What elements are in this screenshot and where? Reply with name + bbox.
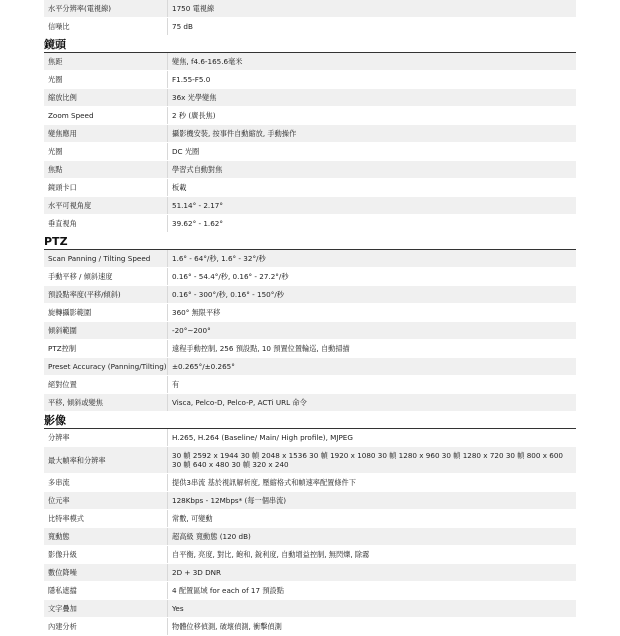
spec-label: 光圈 xyxy=(44,71,168,88)
spec-value: Yes xyxy=(168,600,576,617)
spec-row xyxy=(44,250,576,268)
spec-value: 遠程手動控制, 256 預設點, 10 預置位置輪巡, 自動掃描 xyxy=(168,340,576,357)
spec-row xyxy=(44,89,576,107)
spec-row xyxy=(44,179,576,197)
section-heading: PTZ xyxy=(44,233,576,250)
spec-label: Zoom Speed xyxy=(44,107,168,124)
spec-label: 鏡頭卡口 xyxy=(44,179,168,196)
spec-value: 學習式自動對焦 xyxy=(168,161,576,178)
spec-value: 物體位移偵測, 破壞偵測, 衝擊偵測 xyxy=(168,618,576,635)
spec-label: 預設點率度(平移/傾斜) xyxy=(44,286,168,303)
spec-value: 360° 無限平移 xyxy=(168,304,576,321)
spec-row xyxy=(44,107,576,125)
spec-label: 手動平移 / 傾斜速度 xyxy=(44,268,168,285)
spec-value: DC 光圈 xyxy=(168,143,576,160)
spec-label: 最大幀率和分辨率 xyxy=(44,447,168,473)
spec-label: 影像升級 xyxy=(44,546,168,563)
spec-value: 4 配置區域 for each of 17 預設點 xyxy=(168,582,576,599)
spec-label: 寬動態 xyxy=(44,528,168,545)
spec-row xyxy=(44,358,576,376)
spec-value: 0.16° - 300°/秒, 0.16° - 150°/秒 xyxy=(168,286,576,303)
spec-row xyxy=(44,394,576,412)
spec-row xyxy=(44,600,576,618)
spec-value: 超高級 寬動態 (120 dB) xyxy=(168,528,576,545)
spec-value: 1.6° - 64°/秒, 1.6° - 32°/秒 xyxy=(168,250,576,267)
spec-value: ±0.265°/±0.265° xyxy=(168,358,576,375)
spec-label: 文字疊加 xyxy=(44,600,168,617)
spec-row xyxy=(44,492,576,510)
spec-row xyxy=(44,564,576,582)
spec-row xyxy=(44,340,576,358)
spec-value: 有 xyxy=(168,376,576,393)
spec-label: 垂直視角 xyxy=(44,215,168,232)
spec-row xyxy=(44,474,576,492)
spec-row xyxy=(44,0,576,18)
spec-value: 1750 電視線 xyxy=(168,0,576,17)
spec-row xyxy=(44,125,576,143)
spec-row xyxy=(44,197,576,215)
spec-row xyxy=(44,322,576,340)
spec-row xyxy=(44,510,576,528)
spec-label: 水平可視角度 xyxy=(44,197,168,214)
spec-label: Preset Accuracy (Panning/Tilting) xyxy=(44,358,168,375)
spec-row xyxy=(44,18,576,36)
spec-value: 變焦, f4.6-165.6毫米 xyxy=(168,53,576,70)
spec-label: 位元率 xyxy=(44,492,168,509)
spec-row xyxy=(44,376,576,394)
spec-row xyxy=(44,447,576,474)
spec-label: 數位降噪 xyxy=(44,564,168,581)
spec-row xyxy=(44,53,576,71)
spec-value: 提供3串流 基於視訊解析度, 壓縮格式和幀速率配置條件下 xyxy=(168,474,576,491)
spec-value: 39.62° - 1.62° xyxy=(168,215,576,232)
spec-label: PTZ控制 xyxy=(44,340,168,357)
spec-label: 比特率模式 xyxy=(44,510,168,527)
spec-value: 30 幀 2592 x 1944 30 幀 2048 x 1536 30 幀 1920 x 1080 30 幀 1280 x 960 30 幀 1280 x 720 30 幀 800 x 600 30 幀 640 x 480 30 幀 320 x 240 xyxy=(168,447,576,473)
spec-label: 光圈 xyxy=(44,143,168,160)
spec-row xyxy=(44,268,576,286)
spec-value: 128Kbps - 12Mbps* (每一個串流) xyxy=(168,492,576,509)
spec-value: 51.14° - 2.17° xyxy=(168,197,576,214)
spec-value: 板載 xyxy=(168,179,576,196)
section-heading: 影像 xyxy=(44,412,576,429)
spec-row xyxy=(44,582,576,600)
spec-label: 多串流 xyxy=(44,474,168,491)
spec-value: F1.55-F5.0 xyxy=(168,71,576,88)
spec-value: 75 dB xyxy=(168,18,576,35)
spec-label: 縮放比例 xyxy=(44,89,168,106)
spec-row xyxy=(44,304,576,322)
spec-label: 內建分析 xyxy=(44,618,168,635)
spec-value: 36x 光學變焦 xyxy=(168,89,576,106)
spec-row xyxy=(44,161,576,179)
spec-label: 變焦應用 xyxy=(44,125,168,142)
spec-label: 信噪比 xyxy=(44,18,168,35)
spec-row xyxy=(44,71,576,89)
spec-value: H.265, H.264 (Baseline/ Main/ High profile), MJPEG xyxy=(168,429,576,446)
spec-label: Scan Panning / Tilting Speed xyxy=(44,250,168,267)
spec-label: 分辨率 xyxy=(44,429,168,446)
spec-label: 焦距 xyxy=(44,53,168,70)
spec-row xyxy=(44,143,576,161)
spec-row xyxy=(44,286,576,304)
spec-value: Visca, Pelco-D, Pelco-P, ACTi URL 命令 xyxy=(168,394,576,411)
spec-value: -20°~200° xyxy=(168,322,576,339)
spec-row xyxy=(44,546,576,564)
spec-label: 隱私遮擋 xyxy=(44,582,168,599)
spec-value: 攝影機安裝, 按事件自動縮放, 手動操作 xyxy=(168,125,576,142)
spec-table xyxy=(44,0,576,636)
spec-value: 2D + 3D DNR xyxy=(168,564,576,581)
spec-label: 焦點 xyxy=(44,161,168,178)
spec-value: 0.16° - 54.4°/秒, 0.16° - 27.2°/秒 xyxy=(168,268,576,285)
spec-row xyxy=(44,429,576,447)
spec-label: 旋轉攝影範圍 xyxy=(44,304,168,321)
spec-label: 絕對位置 xyxy=(44,376,168,393)
spec-row xyxy=(44,215,576,233)
spec-value: 2 秒 (廣長焦) xyxy=(168,107,576,124)
spec-label: 水平分辨率(電視線) xyxy=(44,0,168,17)
spec-value: 常數, 可變動 xyxy=(168,510,576,527)
spec-label: 傾斜範圍 xyxy=(44,322,168,339)
spec-value: 自平衡, 亮度, 對比, 飽和, 銳利度, 自動增益控制, 無閃爍, 除霧 xyxy=(168,546,576,563)
spec-row xyxy=(44,528,576,546)
spec-label: 平移, 傾斜或變焦 xyxy=(44,394,168,411)
spec-row xyxy=(44,618,576,636)
section-heading: 鏡頭 xyxy=(44,36,576,53)
